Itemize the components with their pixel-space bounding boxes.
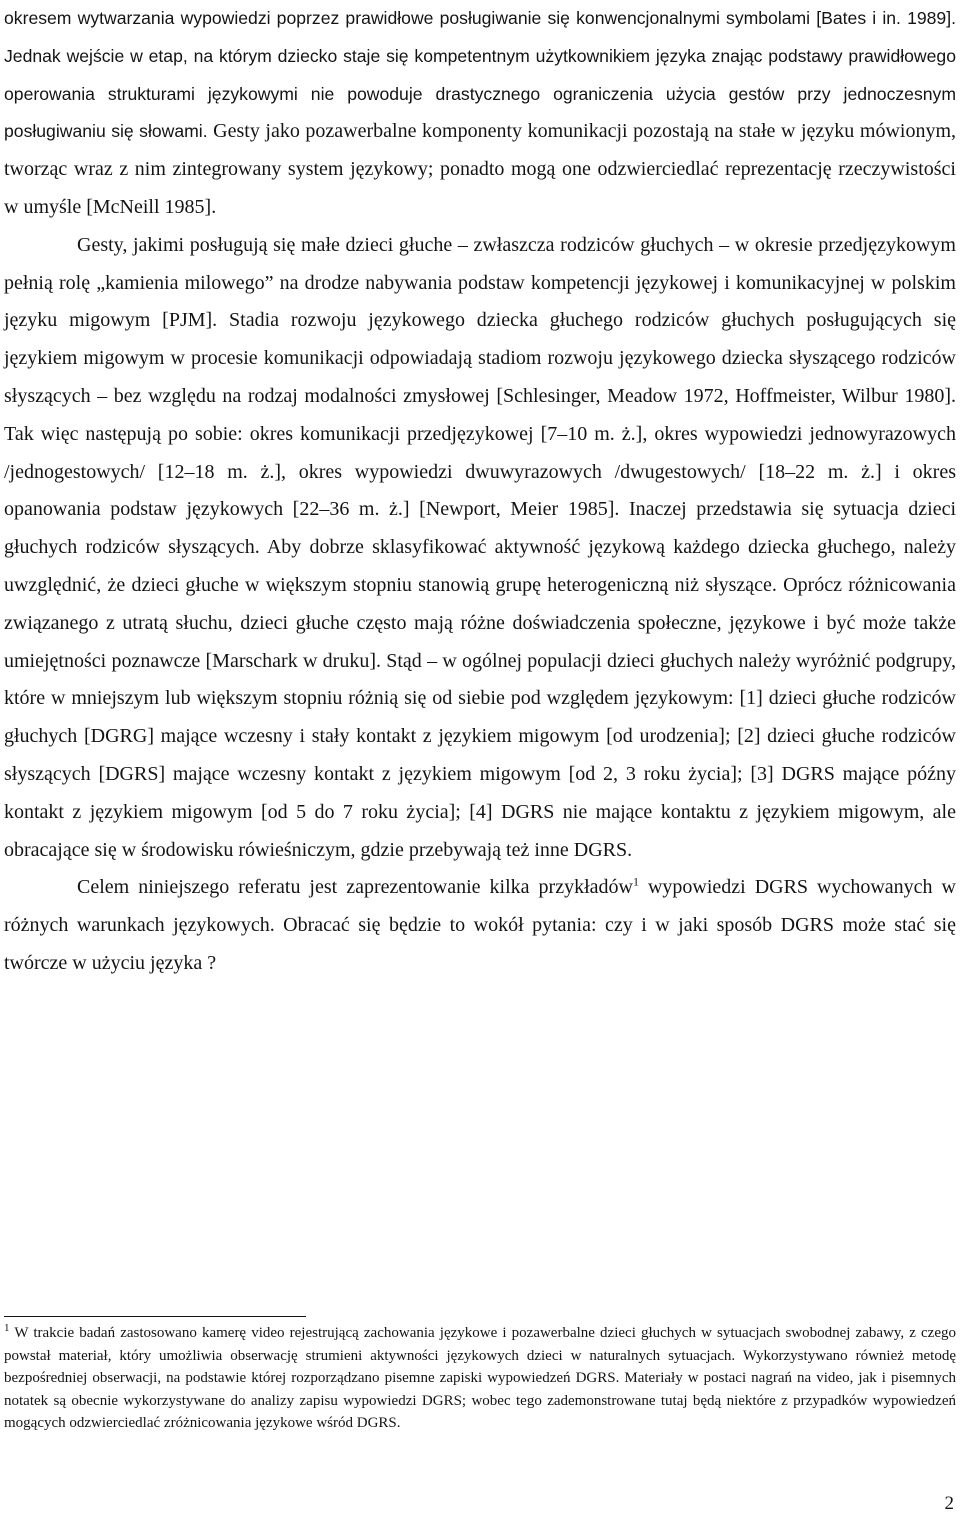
footnote <box>4 1322 956 1435</box>
document-page <box>4 0 956 1529</box>
footnote-marker: 1 <box>4 1322 10 1334</box>
paragraph-2: Gesty, jakimi posługują się małe dzieci głuche – zwłaszcza rodziców głuchych – w okresie przedjęzykowym pełnią rolę „kamienia milowego” na drodze nabywania podstaw kompetencji językowej i komunikacyjnej w polskim języku migowym [PJM]. Stadia rozwoju językowego dziecka głuchego rodziców głuchych posługujących się językiem migowym w procesie komunikacji odpowiadają stadiom rozwoju językowego dziecka słyszącego rodziców słyszących – bez względu na rodzaj modalności zmysłowej [Schlesinger, Meadow 1972, Hoffmeister, Wilbur 1980]. Tak więc następują po sobie: okres komunikacji przedjęzykowej [7–10 m. ż.], okres wypowiedzi jednowyrazowych /jednogestowych/ [12–18 m. ż.], okres wypowiedzi dwuwyrazowych /dwugestowych/ [18–22 m. ż.] i okres opanowania podstaw językowych [22–36 m. ż.] [Newport, Meier 1985]. Inaczej przedstawia się sytuacja dzieci głuchych rodziców słyszących. Aby dobrze sklasyfikować aktywność językową każdego dziecka głuchego, należy uwzględnić, że dzieci głuche w większym stopniu stanowią grupę heterogeniczną niż słyszące. Oprócz różnicowania związanego z utratą słuchu, dzieci głuche często mają różne doświadczenia społeczne, językowe i być może także umiejętności poznawcze [Marschark w druku]. Stąd – w ogólnej populacji dzieci głuchych należy wyróżnić podgrupy, które w mniejszym lub większym stopniu różnią się od siebie pod względem językowym: [1] dzieci głuche rodziców głuchych [DGRG] mające wczesny i stały kontakt z językiem migowym [od urodzenia]; [2] dzieci głuche rodziców słyszących [DGRS] mające wczesny kontakt z językiem migowym [od 2, 3 roku życia]; [3] DGRS mające późny kontakt z językiem migowym [od 5 do 7 roku życia]; [4] DGRS nie mające kontaktu z językiem migowym, ale obracające się w środowisku rówieśniczym, gdzie przebywają też inne DGRS. <box>4 233 956 861</box>
page-number: 2 <box>944 1493 954 1514</box>
paragraph-1-serif-run: Gesty jako pozawerbalne komponenty komunikacji pozostają na stałe w języku mówionym, tworząc wraz z nim zintegrowany system językowy; ponadto mogą one odzwierciedlać reprezentację rzeczywistości w umyśle [McNeill 1985]. <box>4 120 956 218</box>
footnote-reference[interactable]: 1 <box>632 874 639 889</box>
footnote-separator <box>4 1316 306 1317</box>
paragraph-1-sans-run: okresem wytwarzania wypowiedzi poprzez prawidłowe posługiwanie się konwencjonalnymi symbolami [Bates i in. 1989]. Jednak wejście w etap, na którym dziecko staje się kompetentnym użytkownikiem języka znając podstawy prawidłowego operowania strukturami językowymi nie powoduje drastycznego ograniczenia użycia gestów przy jednoczesnym posługiwaniu się słowami. <box>4 8 956 142</box>
body-text <box>4 0 956 983</box>
paragraph-3-end: wypowiedzi DGRS wychowanych w różnych warunkach językowych. Obracać się będzie to wokół pytania: czy i w jaki sposób DGRS może stać się twórcze w użyciu języka ? <box>4 876 956 974</box>
footnote-text: W trakcie badań zastosowano kamerę video rejestrującą zachowania językowe i pozawerbalne dzieci głuchych w sytuacjach swobodnej zabawy, z czego powstał materiał, który umożliwia obserwację strumieni aktywności językowych dzieci w naturalnych sytuacjach. Wykorzystywano również metodę bezpośredniej obserwacji, na podstawie której rozporządzano pisemne zapiski wypowiedzeń DGRS. Materiały w postaci nagrań na video, jak i pisemnych notatek są obecnie wykorzystywane do analizy zapisu wypowiedzi DGRS; wobec tego zademonstrowane tutaj będą niektóre z przypadków wypowiedzeń mogących odzwierciedlać zróżnicowania językowe wśród DGRS. <box>4 1325 956 1431</box>
paragraph-3-start: Celem niniejszego referatu jest zaprezentowanie kilka przykładów <box>77 876 633 899</box>
paragraph-3 <box>4 869 956 982</box>
paragraph-1 <box>4 0 956 227</box>
